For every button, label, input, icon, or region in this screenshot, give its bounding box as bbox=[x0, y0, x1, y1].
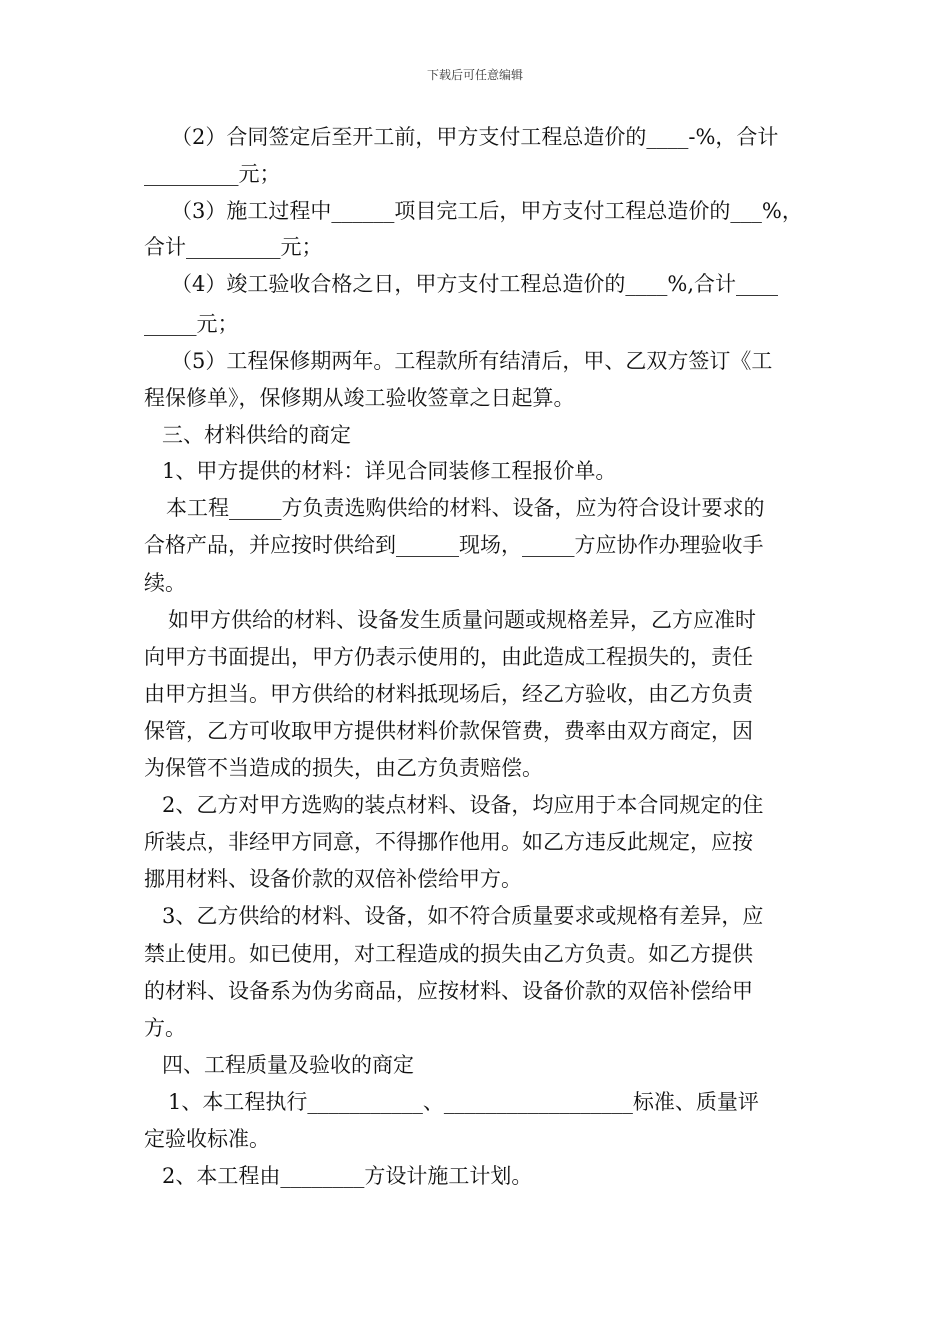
text-line: 向甲方书面提出，甲方仍表示使用的，由此造成工程损失的，责任 bbox=[144, 645, 753, 669]
text-line: 2、本工程由________方设计施工计划。 bbox=[162, 1164, 533, 1188]
text-line: （3）施工过程中______项目完工后，甲方支付工程总造价的___%， bbox=[171, 199, 803, 223]
text-line: 续。 bbox=[144, 571, 186, 595]
text-line: 合计_________元； bbox=[144, 235, 323, 259]
text-line: 的材料、设备系为伪劣商品，应按材料、设备价款的双倍补偿给甲 bbox=[144, 979, 753, 1003]
text-line: 2、乙方对甲方选购的装点材料、设备，均应用于本合同规定的住 bbox=[162, 793, 764, 817]
text-line: 合格产品，并应按时供给到______现场，_____方应协作办理验收手 bbox=[144, 533, 764, 557]
text-line: 为保管不当造成的损失，由乙方负责赔偿。 bbox=[144, 756, 543, 780]
text-line: 方。 bbox=[144, 1016, 186, 1040]
text-line: 由甲方担当。甲方供给的材料抵现场后，经乙方验收，由乙方负责 bbox=[144, 682, 753, 706]
page-header: 下载后可任意编辑 bbox=[426, 68, 523, 82]
text-line: 本工程_____方负责选购供给的材料、设备，应为符合设计要求的 bbox=[166, 496, 765, 520]
section-heading: 三、材料供给的商定 bbox=[162, 423, 351, 447]
text-line: 禁止使用。如已使用，对工程造成的损失由乙方负责。如乙方提供 bbox=[144, 942, 753, 966]
text-line: 挪用材料、设备价款的双倍补偿给甲方。 bbox=[144, 867, 522, 891]
text-line: 定验收标准。 bbox=[144, 1127, 270, 1151]
text-line: 程保修单》，保修期从竣工验收签章之日起算。 bbox=[144, 386, 575, 410]
text-line: 3、乙方供给的材料、设备，如不符合质量要求或规格有差异，应 bbox=[162, 904, 764, 928]
text-line: （5）工程保修期两年。工程款所有结清后，甲、乙双方签订《工 bbox=[171, 349, 773, 373]
text-line: 1、本工程执行___________、__________________标准、质量评 bbox=[168, 1090, 759, 1114]
text-line: _____元； bbox=[144, 312, 239, 336]
text-line: （2）合同签定后至开工前，甲方支付工程总造价的____-%，合计 bbox=[171, 125, 779, 149]
text-line: 1、甲方提供的材料：详见合同装修工程报价单。 bbox=[162, 459, 617, 483]
section-heading: 四、工程质量及验收的商定 bbox=[162, 1053, 414, 1077]
text-line: 所装点，非经甲方同意，不得挪作他用。如乙方违反此规定，应按 bbox=[144, 830, 753, 854]
text-line: 如甲方供给的材料、设备发生质量问题或规格差异，乙方应准时 bbox=[168, 608, 756, 632]
text-line: 保管，乙方可收取甲方提供材料价款保管费，费率由双方商定，因 bbox=[144, 719, 753, 743]
text-line: _________元； bbox=[144, 162, 281, 186]
text-line: （4）竣工验收合格之日，甲方支付工程总造价的____%,合计____ bbox=[171, 272, 778, 296]
